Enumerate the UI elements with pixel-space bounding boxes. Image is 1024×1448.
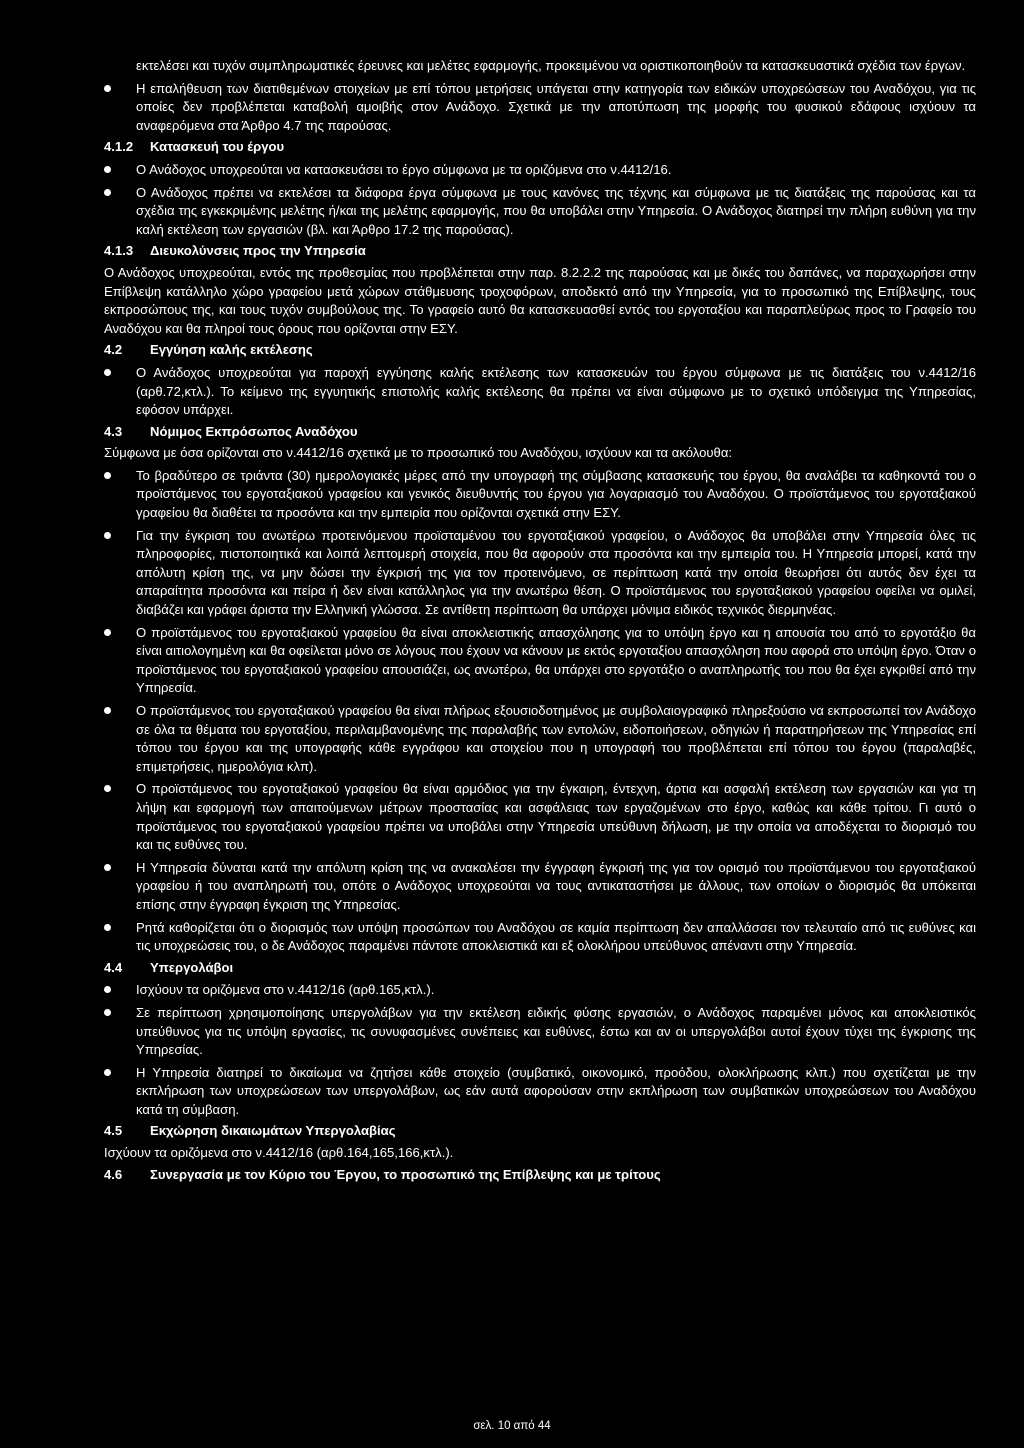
bullet-dot-icon — [104, 924, 111, 931]
section-title: Εκχώρηση δικαιωμάτων Υπεργολαβίας — [150, 1123, 396, 1139]
section-number: 4.1.3 — [104, 243, 134, 259]
bullet-text: Για την έγκριση του ανωτέρω προτεινόμενου προϊσταμένου του εργοταξιακού γραφείου, ο Ανάδοχος θα υποβάλει στην Υπηρεσία όλες τις πληροφορίες, πιστοποιητικά και λοιπά λεπτομερή στοιχεία, που θα αφορούν στα προσόντα και την εμπειρία του. Η Υπηρεσία μπορεί, κατά την απόλυτη κρίση της, να μην δώσει την έγκρισή της για τον προτεινόμενο, σε περίπτωση κατά την οποία θεωρήσει ότι αυτός δεν έχει τα απαραίτητα προσόντα και πείρα ή δεν είναι κατάλληλος για την ανωτέρω θέση. Ο προϊστάμενος του εργοταξιακού γραφείου οφείλει να ομιλεί, διαβάζει και γράφει άριστα την Ελληνική γλώσσα. Σε αντίθετη περίπτωση θα υπάρχει μόνιμα ειδικός τεχνικός διερμηνέας. — [136, 527, 976, 618]
section-number: 4.2 — [104, 342, 123, 358]
page-footer — [0, 1417, 1024, 1436]
bullet-item — [104, 527, 976, 620]
bullet-item — [104, 702, 976, 776]
continuation-paragraph: εκτελέσει και τυχόν συμπληρωματικές έρευνες και μελέτες εφαρμογής, προκειμένου να οριστικοποιηθούν τα κατασκευαστικά σχέδια των έργων. — [136, 58, 966, 73]
bullet-item — [104, 364, 976, 420]
bullet-dot-icon — [104, 189, 111, 196]
section-number: 4.3 — [104, 423, 123, 439]
section-title: Συνεργασία με τον Κύριο του Έργου, το προσωπικό της Επίβλεψης και με τρίτους — [150, 1166, 661, 1182]
bullet-dot-icon — [104, 864, 111, 871]
section-title: Εγγύηση καλής εκτέλεσης — [150, 342, 313, 358]
section-heading-4-2 — [104, 341, 976, 360]
bullet-text: Ρητά καθορίζεται ότι ο διορισμός των υπόψη προσώπων του Αναδόχου σε καμία περίπτωση δεν απαλλάσσει τον τελευταίο από τις ευθύνες και τις υποχρεώσεις του, ο δε Ανάδοχος παραμένει πάντοτε αποκλειστικά και εξ ολοκλήρου υπεύθυνος απέναντι στην Υπηρεσία. — [136, 919, 976, 954]
bullet-text: Η επαλήθευση των διατιθεμένων στοιχείων με επί τόπου μετρήσεις υπάγεται στην κατηγορία των ειδικών υποχρεώσεων του Αναδόχου, για τις οποίες δεν προβλέπεται καταβολή αμοιβής στον Ανάδοχο. Σχετικά με την αποτύπωση της μορφής του φυσικού εδάφους ισχύουν τα αναφερόμενα στα Άρθρο 4.7 της παρούσας. — [136, 80, 976, 133]
bullet-item — [104, 981, 976, 1000]
page-content — [104, 57, 976, 1184]
bullet-dot-icon — [104, 1009, 111, 1016]
section-number: 4.5 — [104, 1123, 123, 1139]
section-title: Κατασκευή του έργου — [150, 139, 285, 155]
section-heading-4-1-2 — [104, 138, 976, 157]
section-number: 4.4 — [104, 959, 123, 975]
bullet-dot-icon — [104, 532, 111, 539]
section-number: 4.6 — [104, 1166, 123, 1182]
section-heading-4-1-3 — [104, 242, 976, 261]
bullet-text: Σε περίπτωση χρησιμοποίησης υπεργολάβων για την εκτέλεση ειδικής φύσης εργασιών, ο Ανάδοχος παραμένει μόνος και αποκλειστικός υπεύθυνος για τις υπόψη εργασίες, τις συνυφασμένες συνέπειες και ευθύνες, έστω και αν οι υπεργολάβοι αυτοί έχουν τύχει της έγκρισης της Υπηρεσίας. — [136, 1004, 976, 1058]
bullet-text: Η Υπηρεσία διατηρεί το δικαίωμα να ζητήσει κάθε στοιχείο (συμβατικό, οικονομικό, προόδου, ολοκλήρωσης κλπ.) που σχετίζεται με την εκπλήρωση των υποχρεώσεων των υπεργολάβων, ως εάν αυτά αφορούσαν στην εκπλήρωση των συμβατικών υποχρεώσεων του Αναδόχου κατά τη σύμβαση. — [136, 1064, 976, 1117]
bullet-dot-icon — [104, 785, 111, 792]
bullet-dot-icon — [104, 472, 111, 479]
bullet-item — [104, 80, 976, 136]
bullet-item — [104, 1004, 976, 1060]
bullet-item — [104, 624, 976, 698]
bullet-dot-icon — [104, 85, 111, 92]
bullet-text: Ο Ανάδοχος πρέπει να εκτελέσει τα διάφορα έργα σύμφωνα με τους κανόνες της τέχνης και σύμφωνα με τις διατάξεις της παρούσας και τα σχέδια της εγκεκριμένης μελέτης ή/και της μελέτης εφαρμογής, που θα υποβάλει στην Υπηρεσία. Ο Ανάδοχος διατηρεί την πλήρη ευθύνη για την καλή εκτέλεση των εργασιών (βλ. και Άρθρο 17.2 της παρούσας). — [136, 184, 976, 237]
bullet-dot-icon — [104, 986, 111, 993]
bullet-text: Ο Ανάδοχος υποχρεούται για παροχή εγγύησης καλής εκτέλεσης των κατασκευών του έργου σύμφωνα με τις διατάξεις του ν.4412/16 (αρθ.72,κτλ.). Το κείμενο της εγγυητικής επιστολής καλής εκτέλεσης θα πρέπει να είναι σύμφωνο με το σχετικό υπόδειγμα της Υπηρεσίας, εφόσον υπάρχει. — [136, 364, 976, 418]
bullet-dot-icon — [104, 1069, 111, 1076]
section-title: Διευκολύνσεις προς την Υπηρεσία — [150, 243, 366, 259]
bullet-item — [104, 859, 976, 915]
section-heading-4-6 — [104, 1166, 976, 1185]
section-intro: Σύμφωνα με όσα ορίζονται στο ν.4412/16 σχετικά με το προσωπικό του Αναδόχου, ισχύουν και τα ακόλουθα: — [104, 445, 733, 461]
bullet-text: Ισχύουν τα οριζόμενα στο ν.4412/16 (αρθ.165,κτλ.). — [136, 982, 435, 998]
bullet-dot-icon — [104, 629, 111, 636]
section-number: 4.1.2 — [104, 139, 134, 155]
bullet-text: Το βραδύτερο σε τριάντα (30) ημερολογιακές μέρες από την υπογραφή της σύμβασης κατασκευής του έργου, θα αναλάβει τα καθηκοντά του ο προϊστάμενος του εργοταξιακού γραφείου και γενικός διευθυντής του έργου για λογαριασμό του Αναδόχου. Ο προϊστάμενος του εργοταξιακού γραφείου θα διαθέτει τα προσόντα και την εμπειρία που ορίζονται σχετικά στην ΕΣΥ. — [136, 467, 976, 521]
bullet-text: Ο Ανάδοχος υποχρεούται να κατασκευάσει το έργο σύμφωνα με τα οριζόμενα στο ν.4412/16. — [136, 161, 672, 177]
bullet-text: Η Υπηρεσία δύναται κατά την απόλυτη κρίση της να ανακαλέσει την έγγραφη έγκρισή της για τον ορισμό του προϊστάμενου του εργοταξιακού γραφείου ή του αναπληρωτή του, οπότε ο Ανάδοχος υποχρεούται να τους αντικαταστήσει με άλλους, των οποίων ο διορισμός θα υπόκειται επίσης στην έγγραφη έγκριση της Υπηρεσίας. — [136, 859, 976, 912]
section-heading-4-4 — [104, 959, 976, 978]
bullet-dot-icon — [104, 369, 111, 376]
section-paragraph: Ισχύουν τα οριζόμενα στο ν.4412/16 (αρθ.164,165,166,κτλ.). — [104, 1145, 454, 1161]
bullet-item — [104, 780, 976, 854]
bullet-item — [104, 1064, 976, 1120]
bullet-item — [104, 919, 976, 956]
section-paragraph: Ο Ανάδοχος υποχρεούται, εντός της προθεσμίας που προβλέπεται στην παρ. 8.2.2.2 της παρούσας και με δικές του δαπάνες, να παραχωρήσει στην Επίβλεψη κατάλληλο χώρο γραφείου μετά χώρων στάθμευσης τροχοφόρων, αποδεκτό από την Υπηρεσία, για το προσωπικό της Επίβλεψης, τους εκπροσώπους της, και τους τυχόν συμβούλους της. Το γραφείο αυτό θα κατασκευασθεί εντός του εργοταξίου και παραπλεύρως προς το Γραφείο του Αναδόχου και θα πληροί τους όρους που ορίζονται στην ΕΣΥ. — [104, 264, 976, 336]
bullet-item — [104, 467, 976, 523]
section-heading-4-5 — [104, 1122, 976, 1141]
bullet-dot-icon — [104, 166, 111, 173]
section-title: Νόμιμος Εκπρόσωπος Αναδόχου — [150, 423, 358, 439]
bullet-item — [104, 161, 976, 180]
bullet-text: Ο προϊστάμενος του εργοταξιακού γραφείου θα είναι αρμόδιος για την έγκαιρη, έντεχνη, άρτια και ασφαλή εκτέλεση των εργασιών και για τη λήψη και εφαρμογή των απαιτούμενων μέτρων προστασίας και ασφάλειας των εργαζομένων στο έργο, καθώς και κάθε τρίτου. Γι αυτό ο προϊστάμενος του εργοταξιακού γραφείου πρέπει να υποβάλει στην Υπηρεσία υπεύθυνη δήλωση, με την οποία να αποδέχεται το διορισμό του και τις ευθύνες του. — [136, 781, 976, 853]
bullet-dot-icon — [104, 707, 111, 714]
bullet-text: Ο προϊστάμενος του εργοταξιακού γραφείου θα είναι αποκλειστικής απασχόλησης για το υπόψη έργο και η απουσία του από το εργοτάξιο θα είναι αιτιολογημένη και θα οφείλεται μόνο σε λόγους που έχουν να κάνουν με εκτός εργοταξίου απασχόληση που αφορά στο υπόψη έργο. Όταν ο προϊστάμενος του εργοταξιακού γραφείου απουσιάζει, ως ανωτέρω, θα υπάρχει στο εργοτάξιο ο αναπληρωτής του που θα έχει εγκριθεί από την Υπηρεσία. — [136, 624, 976, 696]
page-number: σελ. 10 από 44 — [473, 1420, 551, 1432]
section-title: Υπεργολάβοι — [150, 959, 234, 975]
bullet-text: Ο προϊστάμενος του εργοταξιακού γραφείου θα είναι πλήρως εξουσιοδοτημένος με συμβολαιογραφικό πληρεξούσιο να εκπροσωπεί τον Ανάδοχο σε όλα τα θέματα του εργοταξίου, περιλαμβανομένης της παραλαβής των εντολών, ειδοποιήσεων, οδηγιών ή παρατηρήσεων της Υπηρεσίας επί τόπου του έργου και της υπογραφής κάθε εγγράφου και στοιχείου που η υπογραφή του προβλέπεται επί τόπου του έργου (παραλαβές, επιμετρήσεις, ημερολόγια κλπ). — [136, 703, 976, 774]
section-heading-4-3 — [104, 423, 976, 442]
bullet-item — [104, 184, 976, 240]
